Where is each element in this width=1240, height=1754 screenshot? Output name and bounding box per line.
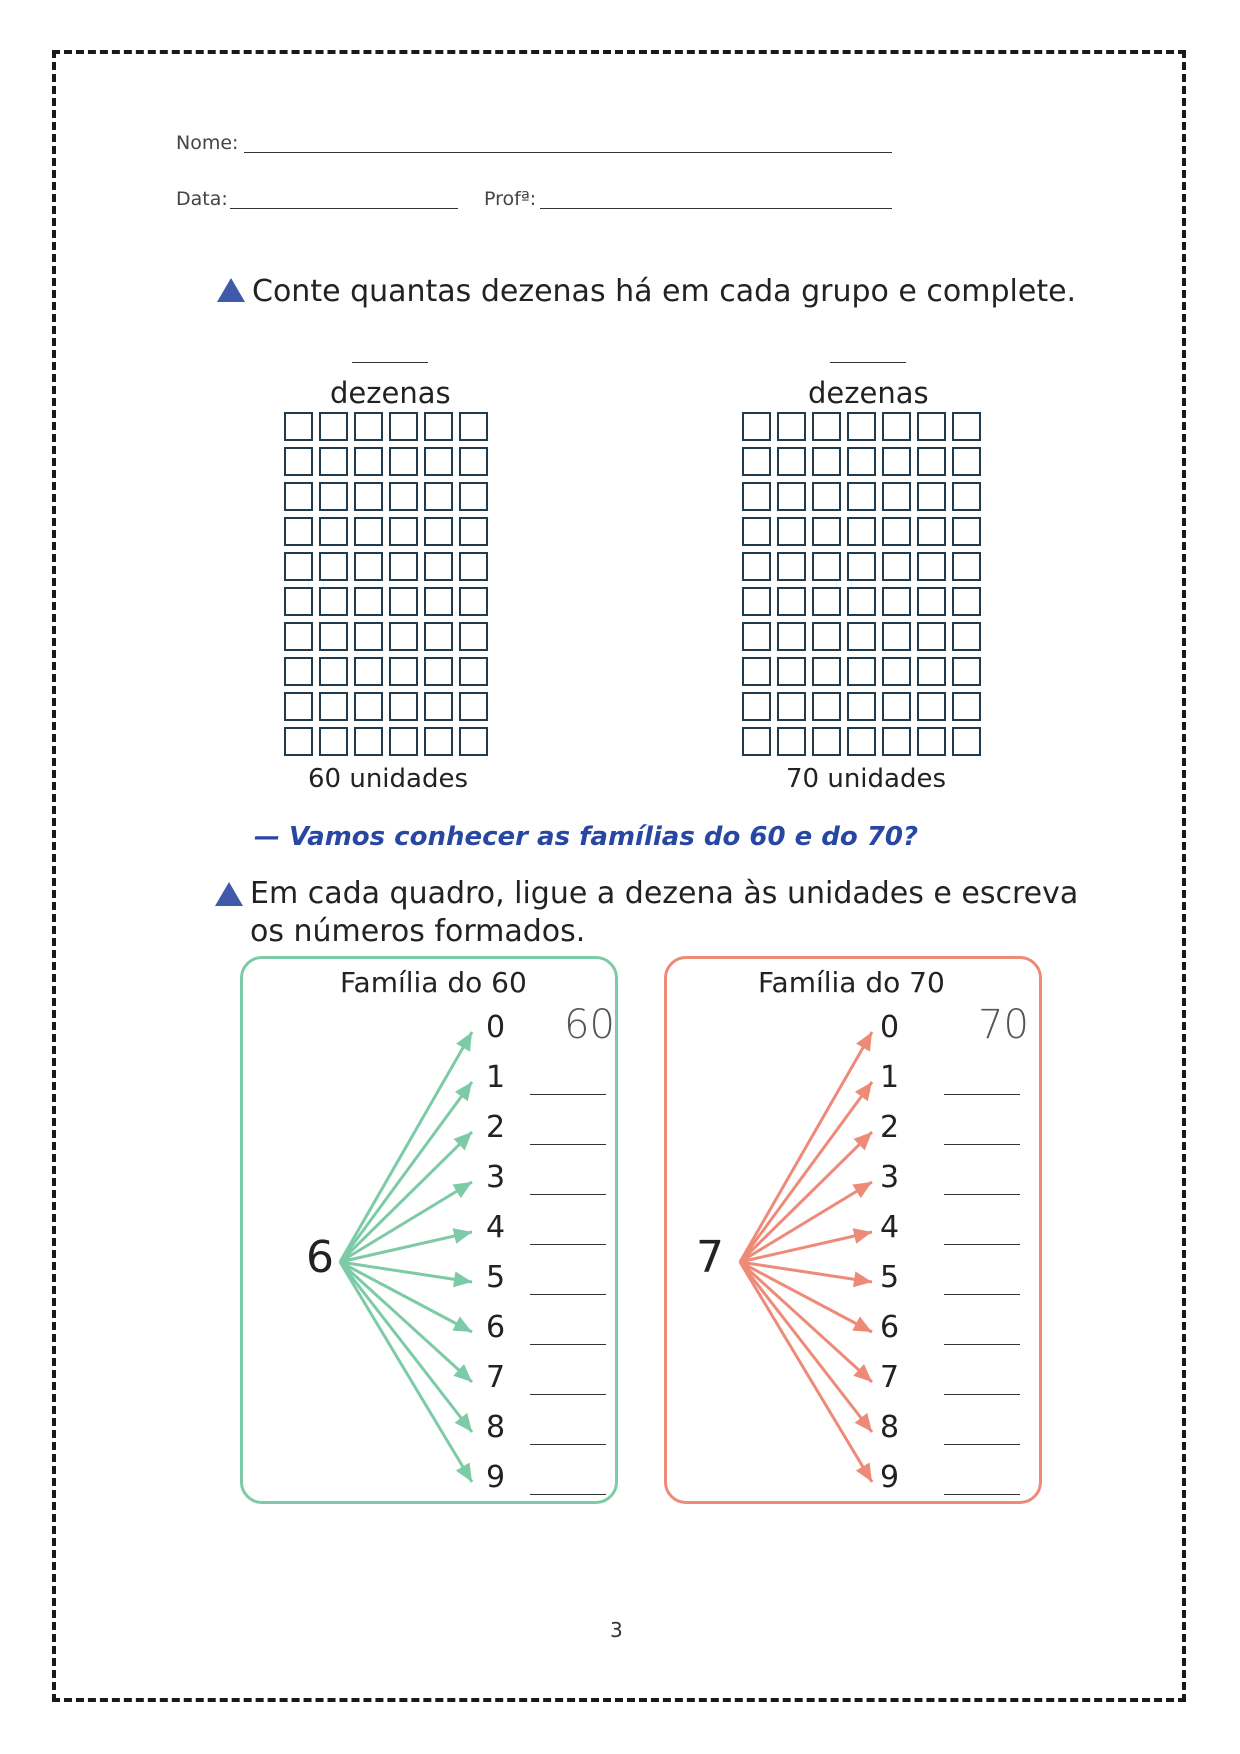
unit-digit: 4 <box>880 1210 900 1245</box>
arrow-head-icon <box>453 1271 472 1287</box>
unit-digit: 7 <box>486 1360 506 1395</box>
unit-digit: 7 <box>880 1360 900 1395</box>
connector-arrow <box>740 1032 872 1262</box>
arrow-head-icon <box>452 1182 472 1198</box>
group1-word: dezenas <box>330 376 451 410</box>
group1-caption: 60 unidades <box>308 764 469 794</box>
connector-arrow <box>340 1182 472 1262</box>
family-70-title: Família do 70 <box>758 966 945 999</box>
unit-digit: 1 <box>880 1060 900 1095</box>
arrow-head-icon <box>853 1271 872 1287</box>
arrow-head-icon <box>856 1462 872 1482</box>
unit-digit: 0 <box>486 1010 506 1045</box>
unit-digit: 2 <box>880 1110 900 1145</box>
unit-digit: 0 <box>880 1010 900 1045</box>
subtitle: — Vamos conhecer as famílias do 60 e do 70? <box>254 822 919 852</box>
unit-digit: 6 <box>880 1310 900 1345</box>
arrow-head-icon <box>852 1182 872 1198</box>
group2-word: dezenas <box>808 376 929 410</box>
connector-arrow <box>740 1262 872 1482</box>
exercise2-instruction-line2: os números formados. <box>250 914 586 949</box>
family-60-title: Família do 60 <box>340 966 527 999</box>
unit-digit: 8 <box>880 1410 900 1445</box>
name-label: Nome: <box>176 132 239 154</box>
unit-digit: 5 <box>486 1260 506 1295</box>
family-70-example: 70 <box>978 1002 1029 1048</box>
date-label: Data: <box>176 188 228 210</box>
connector-arrow <box>740 1182 872 1262</box>
connector-arrow <box>340 1032 472 1262</box>
connector-arrow <box>740 1262 872 1432</box>
page-number: 3 <box>610 1618 623 1642</box>
arrow-head-icon <box>453 1228 472 1244</box>
unit-digit: 6 <box>486 1310 506 1345</box>
arrow-head-icon <box>853 1228 872 1244</box>
arrow-head-icon <box>456 1462 472 1482</box>
connector-arrow <box>740 1132 872 1262</box>
unit-digit: 3 <box>486 1160 506 1195</box>
unit-digit: 8 <box>486 1410 506 1445</box>
connector-arrow <box>340 1262 472 1482</box>
connector-arrow <box>340 1132 472 1262</box>
family-60-example: 60 <box>564 1002 615 1048</box>
unit-digit: 5 <box>880 1260 900 1295</box>
unit-digit: 3 <box>880 1160 900 1195</box>
teacher-label: Profª: <box>484 188 537 210</box>
family-70-ten: 7 <box>696 1232 724 1283</box>
unit-digit: 9 <box>880 1460 900 1495</box>
arrow-head-icon <box>855 1413 872 1432</box>
unit-digit: 4 <box>486 1210 506 1245</box>
family-60-ten: 6 <box>306 1232 334 1283</box>
exercise1-instruction: Conte quantas dezenas há em cada grupo e complete. <box>252 274 1077 309</box>
unit-digit: 1 <box>486 1060 506 1095</box>
arrow-head-icon <box>855 1082 872 1101</box>
unit-digit: 9 <box>486 1460 506 1495</box>
arrow-head-icon <box>455 1082 472 1101</box>
exercise2-instruction-line1: Em cada quadro, ligue a dezena às unidades e escreva <box>250 876 1079 911</box>
unit-digit: 2 <box>486 1110 506 1145</box>
arrow-head-icon <box>455 1413 472 1432</box>
connector-arrow <box>340 1262 472 1432</box>
group2-caption: 70 unidades <box>786 764 947 794</box>
